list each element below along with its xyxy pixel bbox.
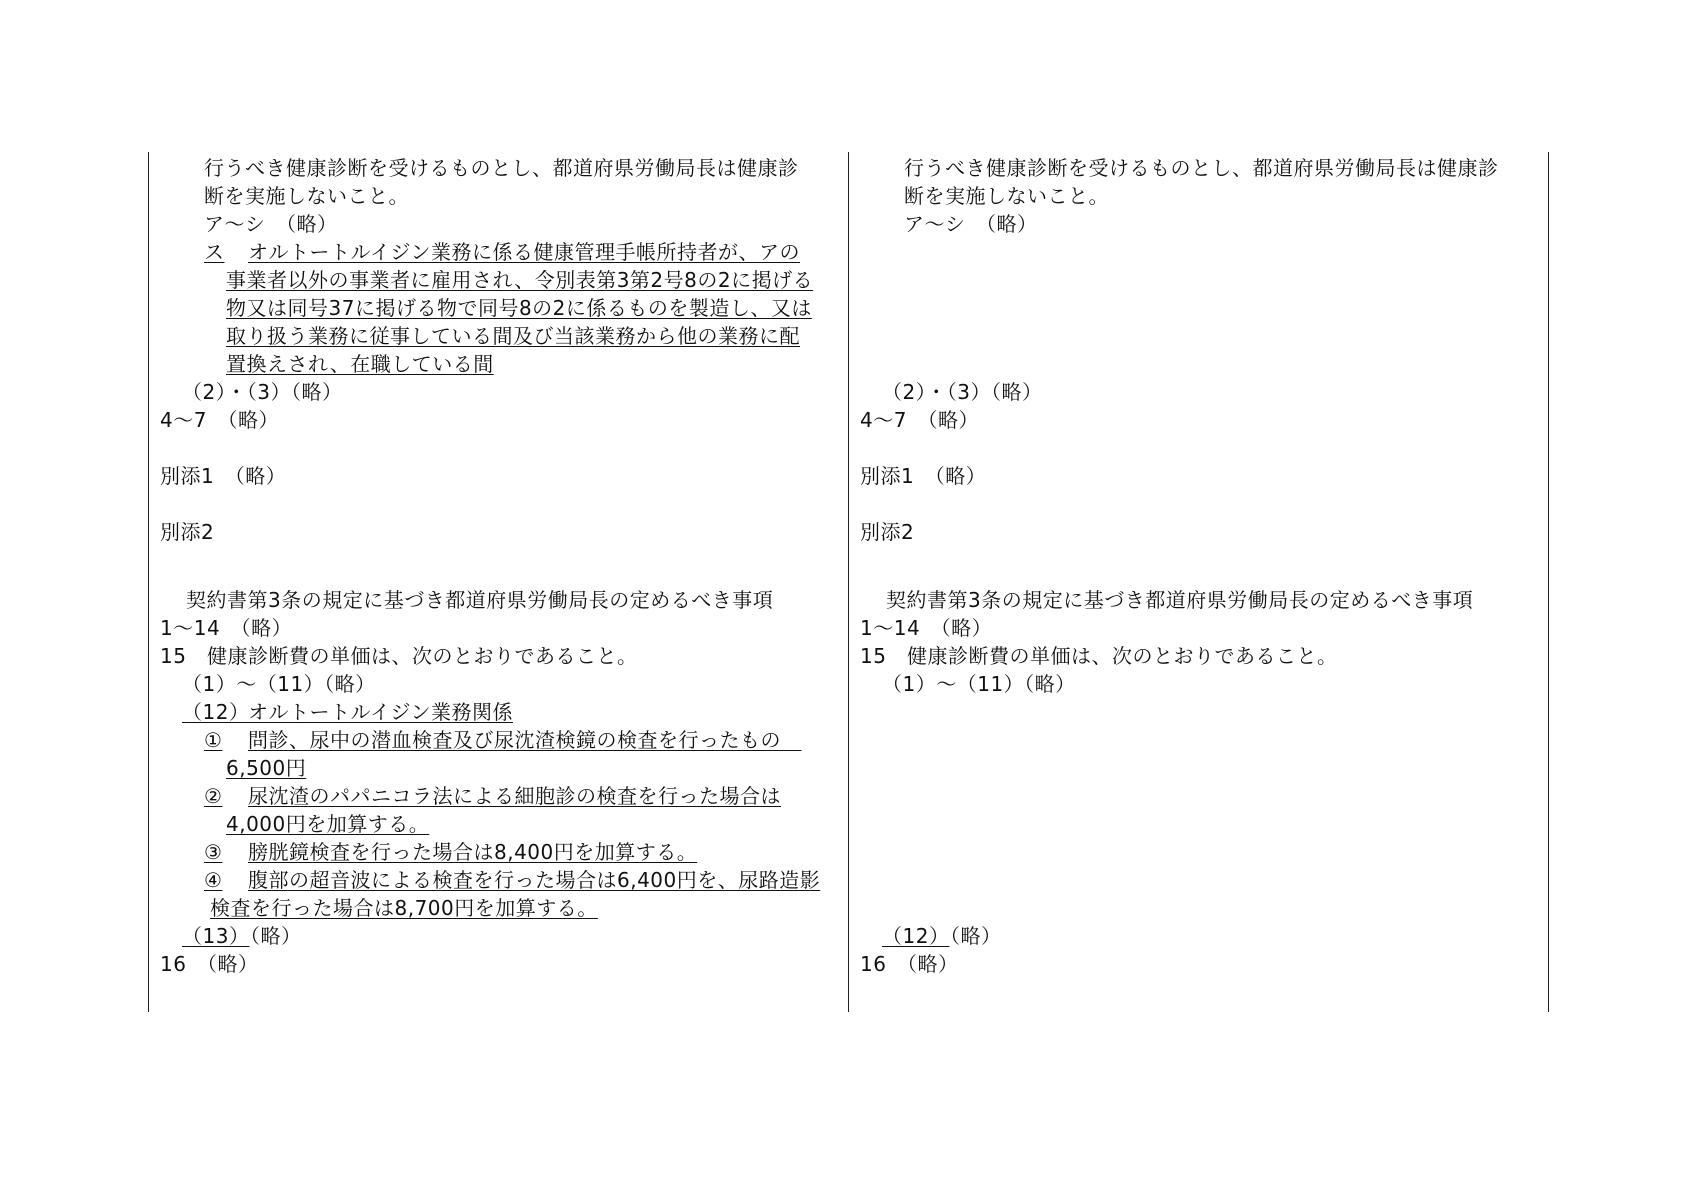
- left-item-su-marker: ス: [204, 240, 225, 264]
- left-item-13-rest: （略）: [240, 924, 302, 948]
- left-charge-3-line-1: 膀胱鏡検査を行った場合は8,400円を加算する。: [248, 840, 698, 864]
- table-border-middle: [848, 152, 849, 1012]
- table-border-left: [148, 152, 149, 1012]
- right-column-current: [860, 154, 1540, 1004]
- right-item-12-rest: （略）: [940, 924, 1002, 948]
- left-item-2-3: （2）・（3）（略）: [182, 380, 343, 404]
- right-item-4-7: 4～7 （略）: [860, 408, 979, 432]
- right-item-1-14: 1～14 （略）: [860, 616, 993, 640]
- right-attachment-2: 別添2: [860, 520, 915, 544]
- left-paragraph-line-2: 断を実施しないこと。: [204, 184, 409, 208]
- right-item-12-number: （12）: [882, 924, 950, 948]
- left-item-su-line-3: 物又は同号37に掲げる物で同号8の2に係るものを製造し、又は: [226, 296, 812, 320]
- left-attachment-1: 別添1 （略）: [160, 464, 287, 488]
- left-charge-4-marker: ④: [204, 868, 223, 892]
- left-charge-1-marker: ①: [204, 728, 223, 752]
- left-item-1-14: 1～14 （略）: [160, 616, 293, 640]
- right-attachment-1: 別添1 （略）: [860, 464, 987, 488]
- left-charge-3-marker: ③: [204, 840, 223, 864]
- right-paragraph-line-2: 断を実施しないこと。: [904, 184, 1109, 208]
- left-item-su-line-2: 事業者以外の事業者に雇用され、令別表第3第2号8の2に掲げる: [226, 268, 814, 292]
- left-item-15: 15 健康診断費の単価は、次のとおりであること。: [160, 644, 638, 668]
- right-item-2-3: （2）・（3）（略）: [882, 380, 1043, 404]
- left-paragraph-line-1: 行うべき健康診断を受けるものとし、都道府県労働局長は健康診: [204, 156, 799, 180]
- right-item-1-11: （1）～（11）（略）: [882, 672, 1076, 696]
- left-attachment-2: 別添2: [160, 520, 215, 544]
- left-item-su-line-5: 置換えされ、在職している間: [226, 352, 494, 376]
- left-charge-2-marker: ②: [204, 784, 223, 808]
- left-item-4-7: 4～7 （略）: [160, 408, 279, 432]
- right-section-heading: 契約書第3条の規定に基づき都道府県労働局長の定めるべき事項: [886, 588, 1474, 612]
- left-item-13-number: （13）: [182, 924, 250, 948]
- left-item-su-line-4: 取り扱う業務に従事している間及び当該業務から他の業務に配: [226, 324, 800, 348]
- right-item-15: 15 健康診断費の単価は、次のとおりであること。: [860, 644, 1338, 668]
- right-paragraph-line-1: 行うべき健康診断を受けるものとし、都道府県労働局長は健康診: [904, 156, 1499, 180]
- table-border-right: [1548, 152, 1549, 1012]
- left-item-a-shi: ア～シ （略）: [204, 212, 338, 236]
- left-charge-4-line-1: 腹部の超音波による検査を行った場合は6,400円を、尿路造影: [248, 868, 821, 892]
- right-item-a-shi: ア～シ （略）: [904, 212, 1038, 236]
- left-item-16: 16 （略）: [160, 952, 259, 976]
- left-charge-2-line-1: 尿沈渣のパパニコラ法による細胞診の検査を行った場合は: [248, 784, 781, 808]
- left-item-12-text: オルトートルイジン業務関係: [248, 700, 513, 724]
- left-charge-1-line-2: 6,500円: [226, 756, 307, 780]
- left-item-1-11: （1）～（11）（略）: [182, 672, 376, 696]
- left-section-heading: 契約書第3条の規定に基づき都道府県労働局長の定めるべき事項: [186, 588, 774, 612]
- left-charge-4-line-2: 検査を行った場合は8,700円を加算する。: [210, 896, 598, 920]
- left-charge-1-line-1: 問診、尿中の潜血検査及び尿沈渣検鏡の検査を行ったもの: [248, 728, 802, 752]
- right-item-16: 16 （略）: [860, 952, 959, 976]
- left-column-revised: [160, 154, 840, 1004]
- left-item-12-number: （12）: [182, 700, 250, 724]
- left-charge-2-line-2: 4,000円を加算する。: [226, 812, 430, 836]
- left-item-su-line-1: オルトートルイジン業務に係る健康管理手帳所持者が、アの: [248, 240, 800, 264]
